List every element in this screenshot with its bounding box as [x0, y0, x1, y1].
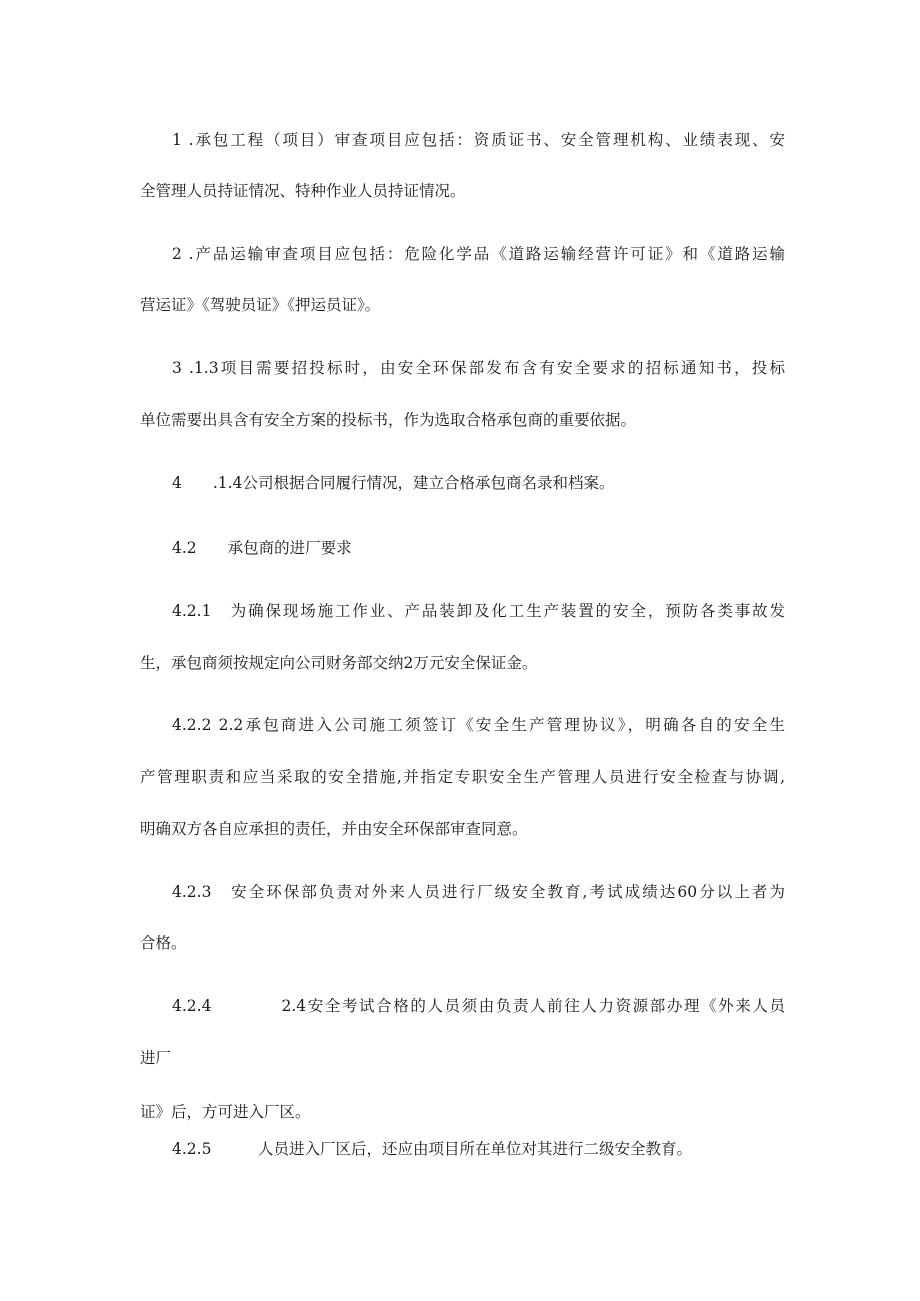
section-heading-4-2: 4.2 承包商的进厂要求 — [172, 539, 352, 557]
paragraph-4-2-2-line-2: 产管理职责和应当采取的安全措施,并指定专职安全生产管理人员进行安全检查与协调, — [140, 768, 785, 786]
paragraph-2-line-1: 2 .产品运输审查项目应包括：危险化学品《道路运输经营许可证》和《道路运输 — [172, 245, 785, 263]
paragraph-4-2-4-line-3: 证》后，方可进入厂区。 — [140, 1103, 311, 1121]
paragraph-4-2-4-line-1: 4.2.4 2.4安全考试合格的人员须由负责人前往人力资源部办理《外来人员 — [172, 997, 785, 1015]
paragraph-4-2-2-line-1: 4.2.2 2.2承包商进入公司施工须签订《安全生产管理协议》，明确各自的安全生 — [172, 716, 785, 734]
paragraph-4-2-3-line-1: 4.2.3 安全环保部负责对外来人员进行厂级安全教育,考试成绩达60分以上者为 — [172, 883, 785, 901]
paragraph-1-line-2: 全管理人员持证情况、特种作业人员持证情况。 — [140, 182, 466, 200]
paragraph-4-2-5-line-1: 4.2.5 人员进入厂区后，还应由项目所在单位对其进行二级安全教育。 — [172, 1140, 692, 1158]
paragraph-3-line-2: 单位需要出具含有安全方案的投标书，作为选取合格承包商的重要依据。 — [140, 411, 637, 429]
paragraph-4-2-4-line-2: 进厂 — [140, 1049, 172, 1067]
paragraph-4-line-1: 4 .1.4公司根据合同履行情况，建立合格承包商名录和档案。 — [172, 474, 615, 492]
paragraph-4-2-2-line-3: 明确双方各自应承担的责任，并由安全环保部审查同意。 — [140, 820, 528, 838]
paragraph-4-2-3-line-2: 合格。 — [140, 934, 187, 952]
paragraph-2-line-2: 营运证》《驾驶员证》《押运员证》。 — [140, 296, 381, 314]
paragraph-3-line-1: 3 .1.3项目需要招投标时，由安全环保部发布含有安全要求的招标通知书，投标 — [172, 359, 785, 377]
paragraph-4-2-1-line-2: 生，承包商须按规定向公司财务部交纳2万元安全保证金。 — [140, 654, 538, 672]
paragraph-4-2-1-line-1: 4.2.1 为确保现场施工作业、产品装卸及化工生产装置的安全，预防各类事故发 — [172, 602, 785, 620]
paragraph-1-line-1: 1 .承包工程（项目）审查项目应包括：资质证书、安全管理机构、业绩表现、安 — [172, 131, 785, 149]
